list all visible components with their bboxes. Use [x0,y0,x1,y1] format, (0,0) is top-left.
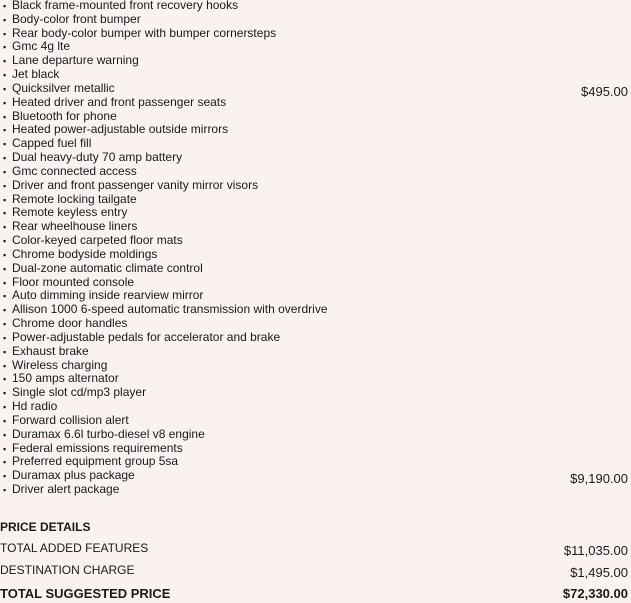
feature-label: Rear body-color bumper with bumper cornersteps [12,25,277,40]
feature-label: Bluetooth for phone [12,108,117,123]
total-added-features-label: TOTAL ADDED FEATURES [0,541,149,555]
bullet-icon: ▪ [3,236,7,247]
feature-price: $9,190.00 [570,471,628,487]
bullet-icon: ▪ [3,415,7,426]
feature-label: Remote keyless entry [12,205,128,220]
feature-label: Capped fuel fill [12,136,92,151]
bullet-icon: ▪ [3,14,7,25]
bullet-icon: ▪ [3,194,7,205]
bullet-icon: ▪ [3,332,7,343]
feature-label: Hd radio [12,399,58,414]
feature-item [0,481,631,498]
feature-item [0,124,631,138]
bullet-icon: ▪ [3,28,7,39]
bullet-icon: ▪ [3,1,7,11]
feature-label: Forward collision alert [12,412,129,427]
feature-item [0,387,631,401]
feature-label: Lane departure warning [12,53,139,68]
feature-label: Gmc 4g lte [12,39,71,54]
bullet-icon: ▪ [3,374,7,385]
bullet-icon: ▪ [3,56,7,67]
feature-label: Wireless charging [12,357,108,372]
feature-label: Heated power-adjustable outside mirrors [12,122,229,137]
total-added-features-value: $11,035.00 [563,543,628,558]
feature-label: Single slot cd/mp3 player [12,385,147,400]
feature-label: Color-keyed carpeted floor mats [12,233,183,248]
feature-item [0,55,631,69]
feature-label: Black frame-mounted front recovery hooks [12,0,239,12]
bullet-icon: ▪ [3,388,7,399]
bullet-icon: ▪ [3,208,7,219]
bullet-icon: ▪ [3,42,7,53]
bullet-icon: ▪ [3,471,7,482]
bullet-icon: ▪ [3,263,7,274]
bullet-icon: ▪ [3,443,7,454]
feature-label: Heated driver and front passenger seats [12,94,227,109]
feature-label: Preferred equipment group 5sa [12,454,179,469]
feature-label: Chrome door handles [12,316,128,331]
feature-label: Duramax plus package [12,468,135,483]
bullet-icon: ▪ [3,360,7,371]
bullet-icon: ▪ [3,83,7,94]
destination-charge-value: $1,495.00 [570,565,628,580]
bullet-icon: ▪ [3,457,7,468]
feature-label: Floor mounted console [12,274,135,289]
bullet-icon: ▪ [3,429,7,440]
feature-label: Quicksilver metallic [12,80,115,95]
bullet-icon: ▪ [3,153,7,164]
feature-label: Jet black [12,67,60,82]
feature-label: Driver alert package [12,481,120,496]
feature-label: Gmc connected access [12,163,137,178]
feature-label: Exhaust brake [12,343,89,358]
feature-item [0,329,631,346]
feature-label: Power-adjustable pedals for accelerator and brake [12,329,281,344]
bullet-icon: ▪ [3,346,7,357]
bullet-icon: ▪ [3,305,7,316]
feature-label: Remote locking tailgate [12,191,137,206]
feature-label: Federal emissions requirements [12,440,183,455]
bullet-icon: ▪ [3,249,7,260]
feature-label: Driver and front passenger vanity mirror visors [12,177,259,192]
feature-label: Dual-zone automatic climate control [12,260,203,275]
price-details-heading: PRICE DETAILS [0,520,91,534]
bullet-icon: ▪ [3,111,7,122]
feature-label: Rear wheelhouse liners [12,219,138,234]
feature-label: Allison 1000 6-speed automatic transmission with overdrive [12,302,328,317]
bullet-icon: ▪ [3,484,7,495]
bullet-icon: ▪ [3,319,7,330]
total-suggested-price-value: $72,330.00 [562,586,628,601]
bullet-icon: ▪ [3,70,7,81]
feature-label: Body-color front bumper [12,11,141,26]
bullet-icon: ▪ [3,222,7,233]
feature-label: Dual heavy-duty 70 amp battery [12,150,183,165]
bullet-icon: ▪ [3,97,7,108]
feature-item [0,25,631,42]
destination-charge-label: DESTINATION CHARGE [0,563,135,577]
feature-label: Duramax 6.6l turbo-diesel v8 engine [12,426,205,441]
bullet-icon: ▪ [3,291,7,302]
bullet-icon: ▪ [3,125,7,136]
feature-label: Auto dimming inside rearview mirror [12,288,204,303]
feature-label: 150 amps alternator [12,371,119,386]
bullet-icon: ▪ [3,180,7,191]
bullet-icon: ▪ [3,139,7,150]
feature-price: $495.00 [581,83,628,99]
bullet-icon: ▪ [3,277,7,288]
total-suggested-price-label: TOTAL SUGGESTED PRICE [0,586,171,601]
bullet-icon: ▪ [3,402,7,413]
feature-label: Chrome bodyside moldings [12,246,158,261]
bullet-icon: ▪ [3,166,7,177]
